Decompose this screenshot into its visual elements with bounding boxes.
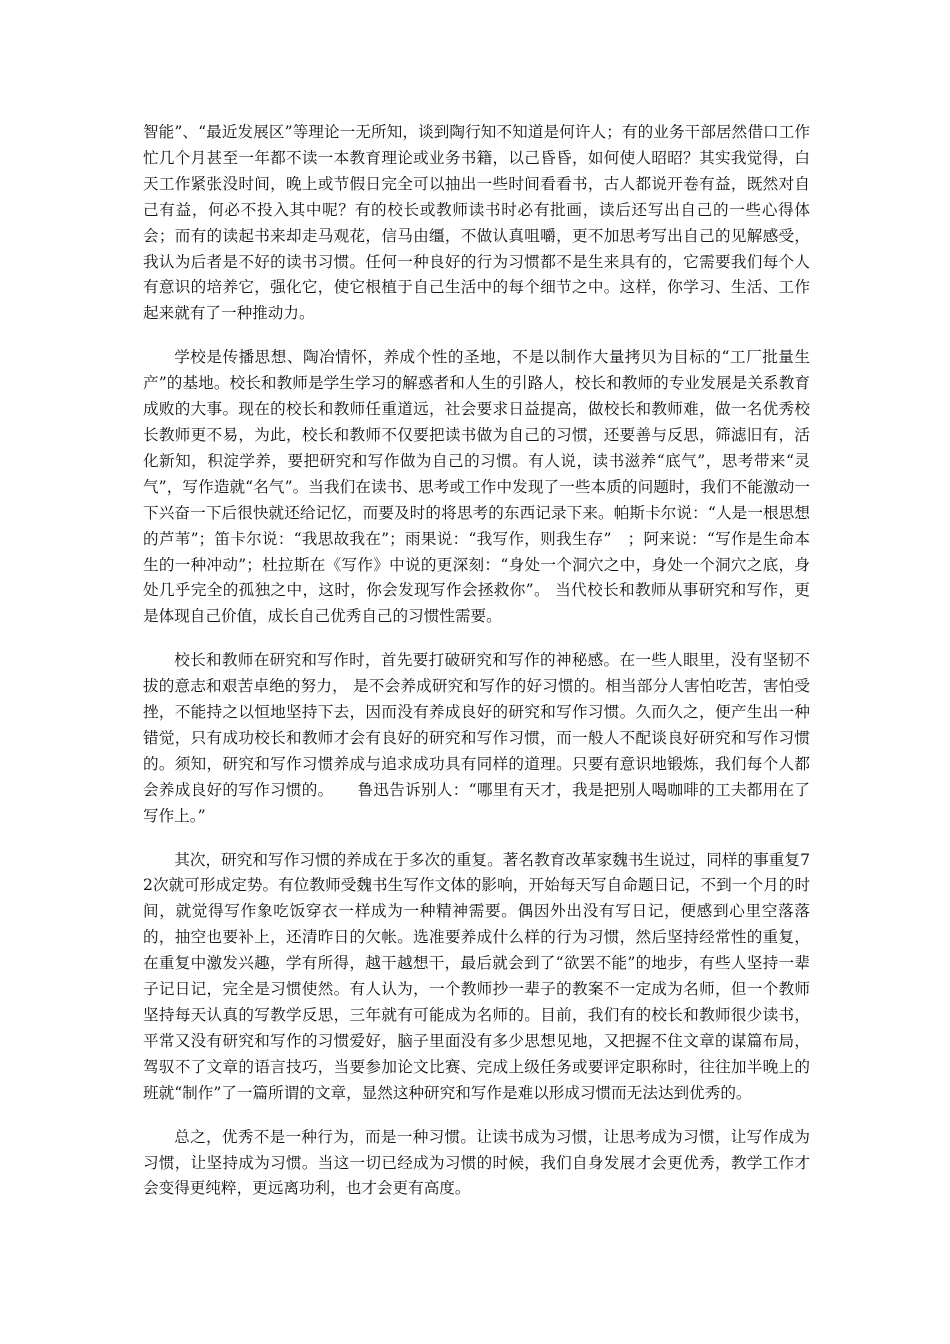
- paragraph-school-mission: 学校是传播思想、陶冶情怀，养成个性的圣地，不是以制作大量拷贝为目标的“工厂批量生产”的基地。校长和教师是学生学习的解惑者和人生的引路人，校长和教师的专业发展是关系教育成败的大事。现在的校长和教师任重道远，社会要求日益提高，做校长和教师难，做一名优秀校长教师更不易，为此，校长和教师不仅要把读书做为自己的习惯，还要善与反思，筛滤旧有，活化新知，积淀学养，要把研究和写作做为自己的习惯。有人说，读书滋养“底气”，思考带来“灵气”，写作造就“名气”。当我们在读书、思考或工作中发现了一些本质的问题时，我们不能激动一下兴奋一下后很快就还给记忆，而要及时的将思考的东西记录下来。帕斯卡尔说：“人是一根思想的芦苇”；笛卡尔说：“我思故我在”；雨果说：“我写作，则我生存” ；阿来说：“写作是生命本生的一种冲动”；杜拉斯在《写作》中说的更深刻：“身处一个洞穴之中，身处一个洞穴之底，身处几乎完全的孤独之中，这时，你会发现写作会拯救你”。 当代校长和教师从事研究和写作，更是体现自己价值，成长自己优秀自己的习惯性需要。: [143, 348, 810, 626]
- paragraph-conclusion: 总之，优秀不是一种行为，而是一种习惯。让读书成为习惯，让思考成为习惯，让写作成为习惯，让坚持成为习惯。当这一切已经成为习惯的时候，我们自身发展才会更优秀，教学工作才会变得更纯粹，更远离功利，也才会更有高度。: [143, 1127, 810, 1198]
- paragraph-reading-habits: 智能”、“最近发展区”等理论一无所知，谈到陶行知不知道是何许人；有的业务干部居然借口工作忙几个月甚至一年都不读一本教育理论或业务书籍，以己昏昏，如何使人昭昭？其实我觉得，白天工作紧张没时间，晚上或节假日完全可以抽出一些时间看看书，古人都说开卷有益，既然对自己有益，何必不投入其中呢？有的校长或教师读书时必有批画，读后还写出自己的一些心得体会；而有的读起书来却走马观花，信马由缰，不做认真咀嚼，更不加思考写出自己的见解感受，我认为后者是不好的读书习惯。任何一种良好的行为习惯都不是生来具有的，它需要我们每个人有意识的培养它，强化它，使它根植于自己生活中的每个细节之中。这样，你学习、生活、工作起来就有了一种推动力。: [143, 123, 810, 323]
- document-page: [143, 120, 810, 1220]
- paragraph-repetition: 其次，研究和写作习惯的养成在于多次的重复。著名教育改革家魏书生说过，同样的事重复72次就可形成定势。有位教师受魏书生写作文体的影响，开始每天写自命题日记，不到一个月的时间，就觉得写作象吃饭穿衣一样成为一种精神需要。偶因外出没有写日记，便感到心里空落落的，抽空也要补上，还清昨日的欠帐。选准要养成什么样的行为习惯，然后坚持经常性的重复，在重复中激发兴趣，学有所得，越干越想干，最后就会到了“欲罢不能”的地步，有些人坚持一辈子记日记，完全是习惯使然。有人认为，一个教师抄一辈子的教案不一定成为名师，但一个教师坚持每天认真的写教学反思，三年就有可能成为名师的。目前，我们有的校长和教师很少读书，平常又没有研究和写作的习惯爱好，脑子里面没有多少思想见地，又把握不住文章的谋篇布局，驾驭不了文章的语言技巧，当要参加论文比赛、完成上级任务或要评定职称时，往往加半晚上的班就“制作”了一篇所谓的文章，显然这种研究和写作是难以形成习惯而无法达到优秀的。: [143, 850, 810, 1102]
- paragraph-break-mystery: 校长和教师在研究和写作时，首先要打破研究和写作的神秘感。在一些人眼里，没有坚韧不拔的意志和艰苦卓绝的努力， 是不会养成研究和写作的好习惯的。相当部分人害怕吃苦，害怕受挫，不能持之以恒地坚持下去，因而没有养成良好的研究和写作习惯。久而久之，便产生出一种错觉，只有成功校长和教师才会有良好的研究和写作习惯，而一般人不配谈良好研究和写作习惯的。须知，研究和写作习惯养成与追求成功具有同样的道理。只要有意识地锻炼，我们每个人都会养成良好的写作习惯的。 鲁迅告诉别人：“哪里有天才，我是把别人喝咖啡的工夫都用在了写作上。”: [143, 651, 810, 825]
